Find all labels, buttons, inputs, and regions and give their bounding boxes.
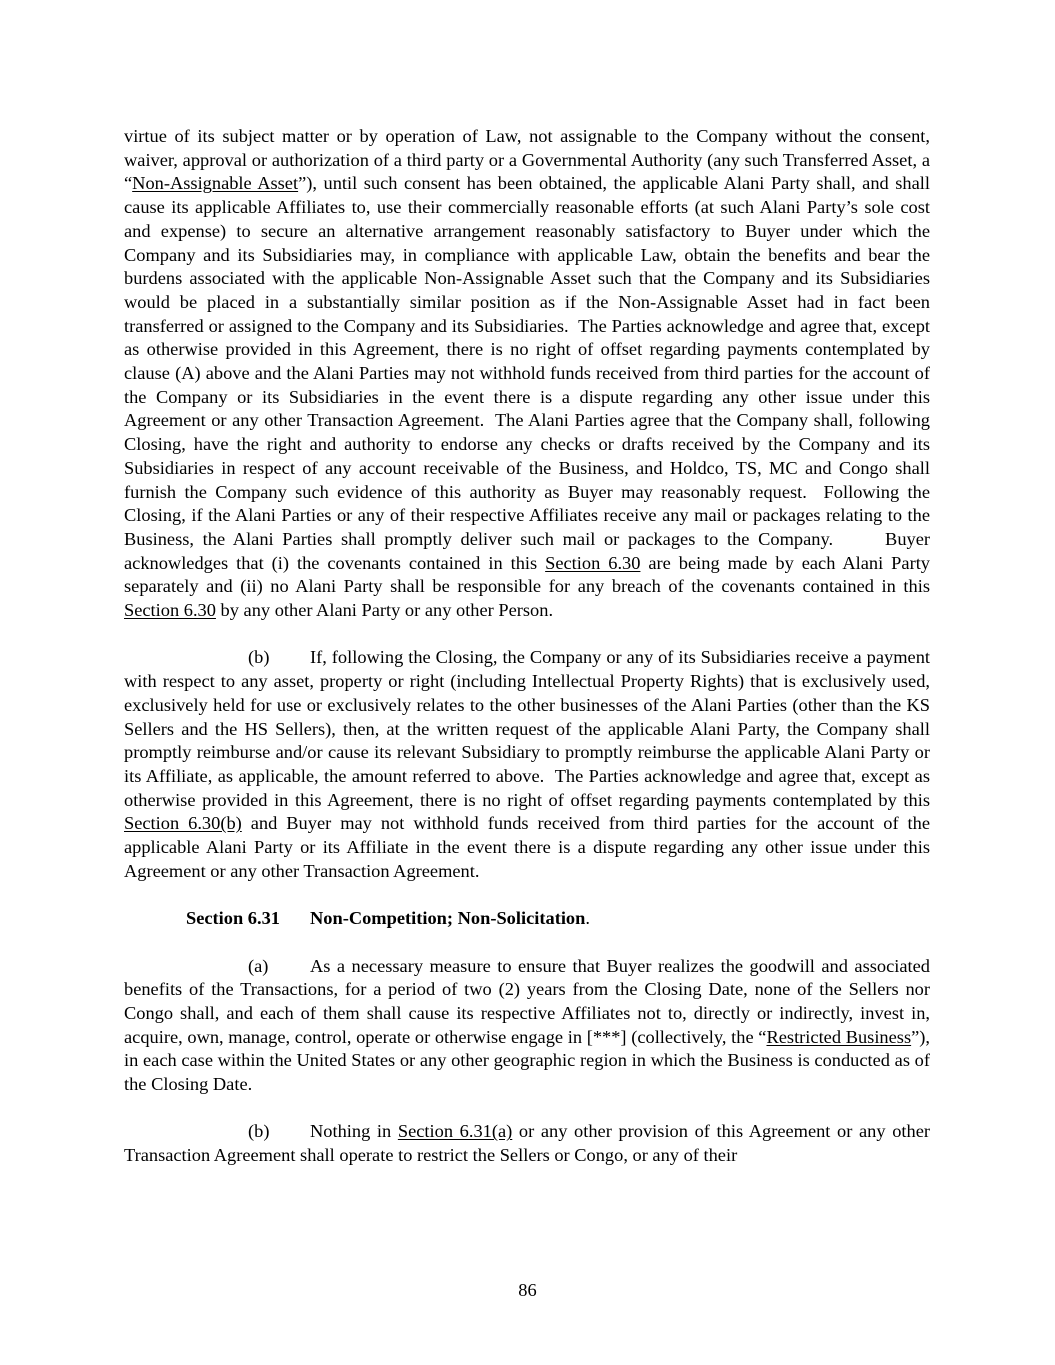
defined-term-restricted-business: Restricted Business [766,1026,912,1047]
paragraph-label: (b) [248,647,270,668]
section-reference: Section 6.30(b) [124,813,242,834]
section-reference: Section 6.30 [124,600,216,621]
text-segment: ”), in each case within the United States or any other geographic region in which the Business is conducted as of the Closing Date. [124,1026,930,1095]
defined-term-non-assignable-asset: Non-Assignable Asset [132,173,299,194]
text-segment: Nothing in [310,1121,398,1142]
text-segment: ”), until such consent has been obtained, the applicable Alani Party shall, and shall cause its applicable Affiliates to, use their commercially reasonable efforts (at such Alani Party’s sole cost and expense) to secure an alternative arrangement reasonably satisfactory to Buyer under which the Company and its Subsidiaries may, in compliance with applicable Law, obtain the benefits and bear the burdens associated with the applicable Non-Assignable Asset such that the Company and its Subsidiaries would be placed in a substantially similar position as if the Non-Assignable Asset had in fact been transferred or assigned to the Company and its Subsidiaries. The Parties acknowledge and agree that, except as otherwise provided in this Agreement, there is no right of offset regarding payments contemplated by clause (A) above and the Alani Parties may not withhold funds received from third parties for the account of the Company or its Subsidiaries in the event there is a dispute regarding any other issue under this Agreement or any other Transaction Agreement. The Alani Parties agree that the Company shall, following Closing, have the right and authority to endorse any checks or drafts received by the Company and its Subsidiaries in respect of any account receivable of the Business, and Holdco, TS, MC and Congo shall furnish the Company such evidence of this authority as Buyer may reasonably request. Following the Closing, if the Alani Parties or any of their respective Affiliates receive any mail or packages relating to the Business, the Alani Parties shall promptly deliver such mail or packages to the Company. Buyer acknowledges that (i) the covenants contained in this [124,173,930,573]
paragraph-6-31-b [124,1120,930,1167]
heading-period: . [585,908,590,929]
text-segment: are being made by each Alani Party separately and (ii) no Alani Party shall be responsible for any breach of the covenants contained in this [124,552,930,597]
paragraph-6-30-b [124,646,930,883]
section-title: Non-Competition; Non-Solicitation [310,908,586,929]
text-segment: virtue of its subject matter or by operation of Law, not assignable to the Company without the consent, waiver, approval or authorization of a third party or a Governmental Authority (any such Transferred Asset, a “ [124,126,930,194]
document-page [124,125,930,1168]
text-segment: As a necessary measure to ensure that Buyer realizes the goodwill and associated benefits of the Transactions, for a period of two (2) years from the Closing Date, none of the Sellers nor Congo shall, and each of them shall cause its respective Affiliates not to, directly or indirectly, invest in, acquire, own, manage, control, operate or otherwise engage in [***] (collectively, the “ [124,955,930,1047]
section-number: Section 6.31 [186,908,280,929]
continuation-paragraph [124,125,930,623]
paragraph-label: (a) [248,955,269,976]
paragraph-6-31-a [124,955,930,1097]
text-segment: and Buyer may not withhold funds received from third parties for the account of the applicable Alani Party or its Affiliate in the event there is a dispute regarding any other issue under this Agreement or any other Transaction Agreement. [124,813,931,881]
text-segment: If, following the Closing, the Company or any of its Subsidiaries receive a payment with respect to any asset, property or right (including Intellectual Property Rights) that is exclusively used, exclusively held for use or exclusively relates to the other businesses of the Alani Parties (other than the KS Sellers and the HS Sellers), then, at the written request of the applicable Alani Party, the Company shall promptly reimburse and/or cause its relevant Subsidiary to promptly reimburse the applicable Alani Party or its Affiliate, as applicable, the amount referred to above. The Parties acknowledge and agree that, except as otherwise provided in this Agreement, there is no right of offset regarding payments contemplated by this [124,647,930,810]
text-segment: or any other provision of this Agreement or any other Transaction Agreement shall operate to restrict the Sellers or Congo, or any of their [124,1121,930,1166]
paragraph-label: (b) [248,1121,270,1142]
text-segment: by any other Alani Party or any other Person. [215,600,554,621]
section-reference: Section 6.30 [545,552,641,573]
page-number: 86 [518,1280,537,1300]
section-reference: Section 6.31(a) [397,1121,513,1142]
section-heading [124,907,930,931]
